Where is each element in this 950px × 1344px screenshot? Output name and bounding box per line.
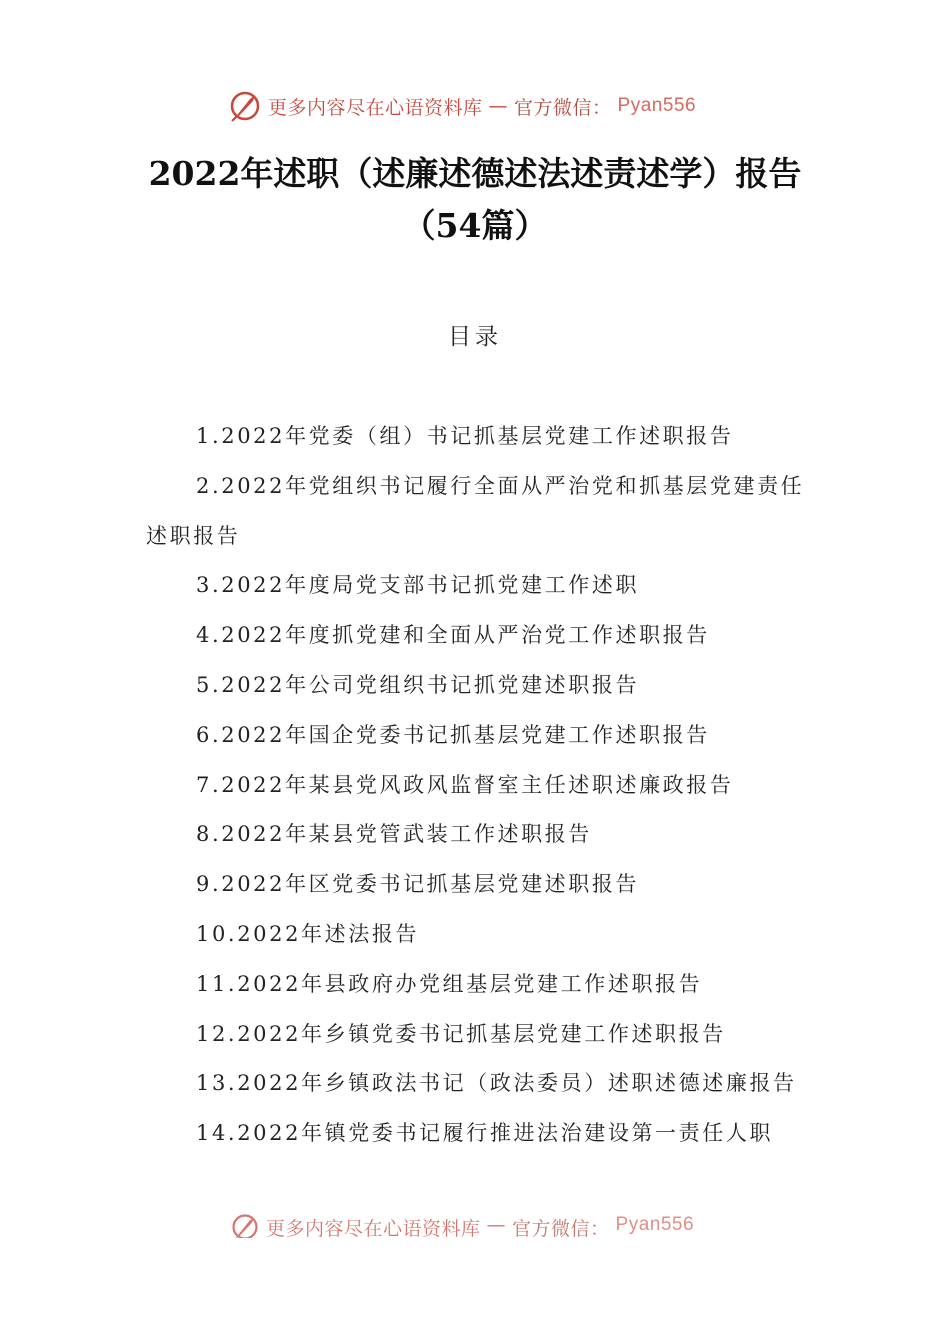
toc-item[interactable]: 1.2022年党委（组）书记抓基层党建工作述职报告 <box>196 424 734 448</box>
footer-watermark <box>230 1208 694 1238</box>
toc-item[interactable]: 7.2022年某县党风政风监督室主任述职述廉政报告 <box>196 772 734 797</box>
toc-item[interactable]: 12.2022年乡镇党委书记抓基层党建工作述职报告 <box>196 1021 726 1046</box>
quill-circle-logo-icon <box>228 89 262 123</box>
watermark-wechat-id: Pyan556 <box>617 95 697 116</box>
toc-item[interactable]: 10.2022年述法报告 <box>196 921 420 946</box>
toc-item[interactable]: 9.2022年区党委书记抓基层党建述职报告 <box>196 872 640 897</box>
toc-item[interactable]: 2.2022年党组织书记履行全面从严治党和抓基层党建责任述职报告 <box>146 473 805 548</box>
watermark-site-text: 更多内容尽在心语资料库 <box>268 96 483 119</box>
watermark-separator: — <box>486 1214 507 1236</box>
quill-circle-logo-icon <box>230 1212 260 1238</box>
toc-heading: 目录 <box>448 324 502 350</box>
toc-item[interactable]: 5.2022年公司党组织书记抓党建述职报告 <box>196 672 640 697</box>
toc-item[interactable]: 13.2022年乡镇政法书记（政法委员）述职述德述廉报告 <box>196 1071 797 1096</box>
toc-item[interactable]: 8.2022年某县党管武装工作述职报告 <box>196 822 592 847</box>
watermark-official-label: 官方微信： <box>512 1218 610 1238</box>
toc-item[interactable]: 11.2022年县政府办党组基层党建工作述职报告 <box>196 971 703 996</box>
header-watermark <box>228 86 696 126</box>
table-of-contents <box>146 412 810 1159</box>
toc-item[interactable]: 3.2022年度局党支部书记抓党建工作述职 <box>196 573 640 598</box>
watermark-separator: — <box>488 95 509 117</box>
toc-item[interactable]: 14.2022年镇党委书记履行推进法治建设第一责任人职 <box>196 1121 774 1146</box>
document-title: 2022年述职（述廉述德述法述责述学）报告（54篇） <box>148 154 802 245</box>
watermark-site-text: 更多内容尽在心语资料库 <box>266 1218 481 1238</box>
watermark-official-label: 官方微信： <box>514 96 612 119</box>
toc-item[interactable]: 4.2022年度抓党建和全面从严治党工作述职报告 <box>196 623 710 648</box>
watermark-wechat-id: Pyan556 <box>615 1214 695 1235</box>
toc-item[interactable]: 6.2022年国企党委书记抓基层党建工作述职报告 <box>196 722 710 747</box>
